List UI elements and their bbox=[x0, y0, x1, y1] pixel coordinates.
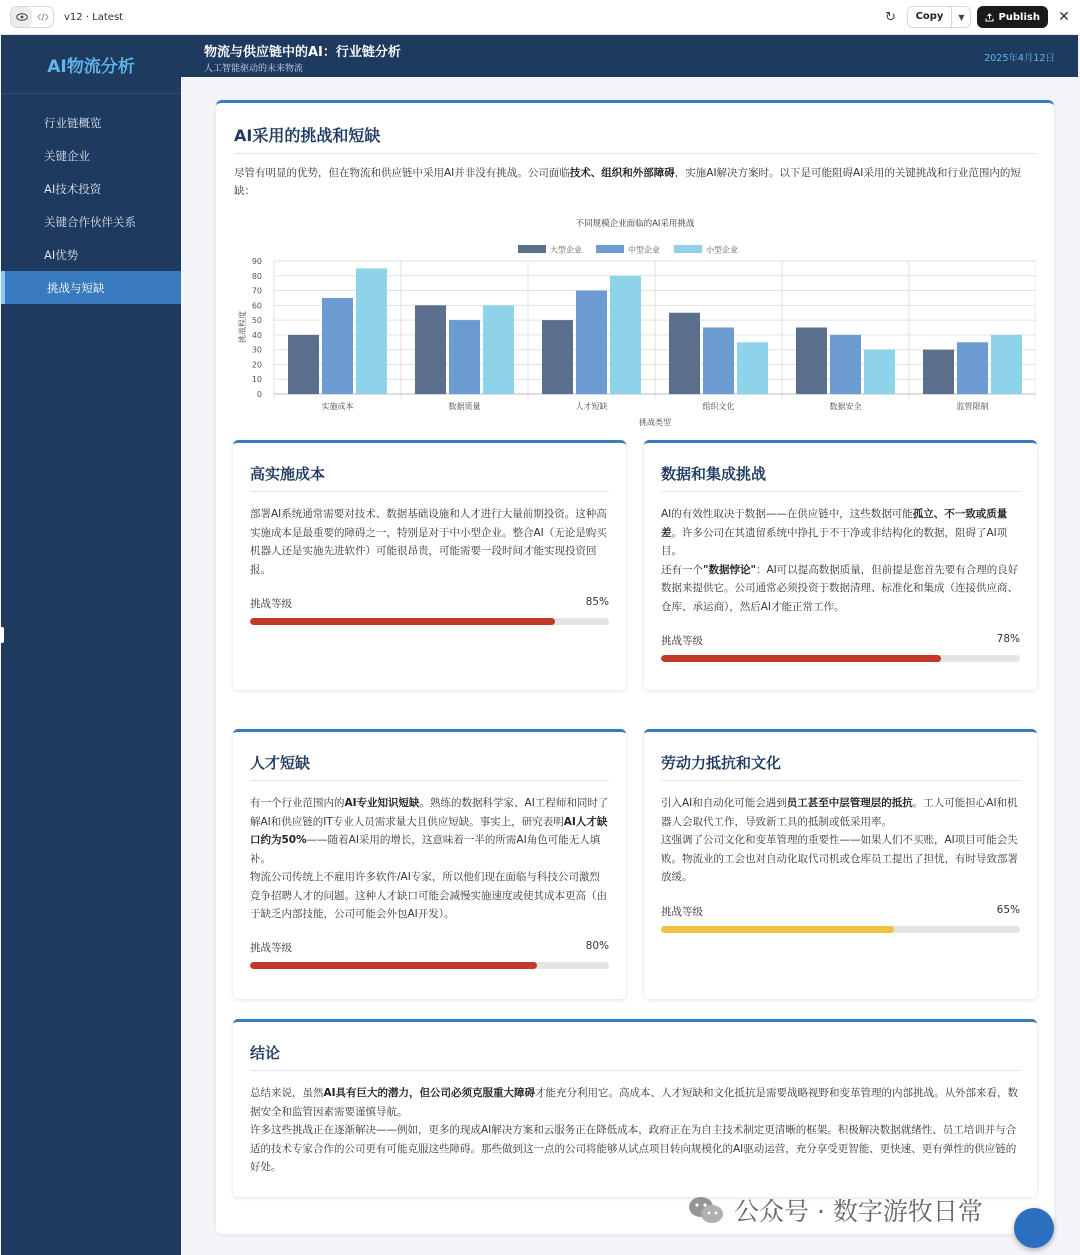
legend-swatch bbox=[518, 245, 546, 253]
challenge-level-bar bbox=[250, 962, 609, 969]
card-text: 有一个行业范围内的 bbox=[250, 797, 345, 809]
conclusion-text: 总结来说，虽然 bbox=[250, 1087, 324, 1099]
bar bbox=[610, 276, 641, 394]
sidebar-item-ai-advantages[interactable]: AI优势 bbox=[44, 247, 79, 262]
legend-label: 中型企业 bbox=[628, 245, 660, 255]
card-paragraph bbox=[661, 794, 1020, 831]
y-tick-label: 10 bbox=[251, 375, 262, 385]
card-emphasis: AI人才缺口约为50% bbox=[250, 815, 608, 846]
y-tick-label: 70 bbox=[251, 286, 262, 296]
card-paragraph bbox=[661, 561, 1020, 617]
challenge-level-bar bbox=[250, 618, 609, 625]
version-label[interactable]: v12 · Latest bbox=[64, 11, 124, 23]
legend-label: 大型企业 bbox=[550, 245, 582, 255]
challenge-level-label: 挑战等级 bbox=[250, 942, 292, 954]
bar bbox=[796, 328, 827, 395]
x-axis-label: 挑战类型 bbox=[639, 418, 671, 427]
y-axis-label: 挑战程度 bbox=[238, 311, 247, 343]
sidebar-item-ai-investment[interactable]: AI技术投资 bbox=[44, 181, 102, 196]
challenge-level-bar bbox=[661, 926, 1020, 933]
card-emphasis: AI专业知识短缺 bbox=[344, 797, 420, 809]
challenge-level-label: 挑战等级 bbox=[661, 906, 703, 918]
y-tick-label: 30 bbox=[251, 345, 262, 355]
card-emphasis: 员工甚至中层管理层的抵抗 bbox=[786, 797, 913, 809]
card-workforce-resistance bbox=[644, 729, 1037, 999]
divider bbox=[661, 491, 1020, 492]
card-text: ：AI可以提高数据质量，但前提是您首先要有合理的良好数据来提供它。公司通常必须投资于数据清理、标准化和集成（连接供应商、仓库、承运商），然后AI才能正常工作。 bbox=[661, 563, 1019, 613]
bar bbox=[991, 335, 1022, 394]
conclusion-body bbox=[250, 1084, 1020, 1177]
card-title: 劳动力抵抗和文化 bbox=[661, 754, 782, 772]
conclusion-emphasis: AI具有巨大的潜力，但公司必须克服重大障碍 bbox=[323, 1087, 536, 1099]
intro-emphasis: 技术、组织和外部障碍 bbox=[569, 167, 675, 179]
copy-label[interactable]: Copy bbox=[908, 7, 953, 27]
x-tick-label: 数据质量 bbox=[448, 402, 481, 411]
card-paragraph: 这强调了公司文化和变革管理的重要性——如果人们不买账，AI项目可能会失败。物流业的工会也对自动化取代司机或仓库员工提出了担忧，有时导致部署放缓。 bbox=[661, 834, 1018, 883]
bar bbox=[322, 298, 353, 394]
challenge-level-label: 挑战等级 bbox=[250, 598, 292, 610]
card-conclusion bbox=[233, 1019, 1037, 1197]
sidebar-item-overview[interactable]: 行业链概览 bbox=[44, 115, 102, 130]
close-icon[interactable]: ✕ bbox=[1058, 9, 1070, 25]
bar bbox=[415, 305, 446, 394]
card-text: ——随着AI采用的增长，这意味着一半的所需AI角色可能无人填补。 bbox=[250, 834, 601, 865]
card-body bbox=[661, 794, 1020, 887]
conclusion-paragraph bbox=[250, 1084, 1020, 1121]
code-icon[interactable] bbox=[32, 7, 53, 27]
refresh-icon[interactable]: ↻ bbox=[885, 9, 897, 25]
sidebar bbox=[1, 35, 181, 1255]
card-text: 。熟练的数据科学家、AI工程师和同时了解AI和供应链的IT专业人员需求量大且供应短缺。事实上，研究表明 bbox=[250, 797, 609, 828]
brand-title: AI物流分析 bbox=[1, 35, 181, 94]
challenge-level-label: 挑战等级 bbox=[661, 635, 703, 647]
challenge-level-row bbox=[250, 940, 609, 955]
bar bbox=[703, 328, 734, 395]
intro-text: 尽管有明显的优势，但在物流和供应链中采用AI并非没有挑战。公司面临 bbox=[234, 167, 570, 179]
x-tick-label: 实施成本 bbox=[321, 402, 354, 411]
section-intro bbox=[234, 164, 1036, 200]
card-title: 人才短缺 bbox=[250, 754, 311, 772]
publish-label: Publish bbox=[998, 11, 1040, 23]
intro-text-end: ，实施AI解决方案时。以下是可能阻碍AI采用的关键挑战和行业范围内的短缺： bbox=[234, 167, 1021, 197]
bar bbox=[356, 268, 387, 394]
y-tick-label: 0 bbox=[256, 390, 262, 399]
challenge-level-value: 85% bbox=[585, 596, 609, 608]
eye-icon[interactable] bbox=[11, 7, 32, 27]
challenge-level-fill bbox=[661, 655, 941, 662]
divider bbox=[250, 780, 609, 781]
x-tick-label: 监管限制 bbox=[956, 402, 989, 411]
bar bbox=[864, 350, 895, 394]
legend-swatch bbox=[596, 245, 624, 253]
card-emphasis: "数据悖论" bbox=[703, 563, 756, 576]
y-tick-label: 50 bbox=[251, 316, 262, 326]
divider bbox=[250, 1070, 1020, 1071]
card-title: 数据和集成挑战 bbox=[661, 465, 767, 483]
conclusion-title: 结论 bbox=[250, 1044, 281, 1062]
card-text: 引入AI和自动化可能会遇到 bbox=[661, 797, 787, 809]
bar bbox=[669, 313, 700, 394]
floating-action-button[interactable] bbox=[1014, 1208, 1054, 1248]
sidebar-item-key-companies[interactable]: 关键企业 bbox=[44, 148, 90, 163]
bar bbox=[449, 320, 480, 394]
divider bbox=[234, 153, 1036, 154]
bar bbox=[576, 291, 607, 394]
chevron-down-icon[interactable]: ▼ bbox=[958, 12, 965, 22]
bar bbox=[483, 305, 514, 394]
page-title: 物流与供应链中的AI：行业链分析 bbox=[204, 45, 401, 60]
divider bbox=[661, 780, 1020, 781]
challenges-section bbox=[216, 100, 1054, 1234]
x-tick-label: 组织文化 bbox=[702, 402, 735, 411]
challenge-level-bar bbox=[661, 655, 1020, 662]
bar bbox=[737, 342, 768, 394]
x-tick-label: 人才短缺 bbox=[575, 402, 608, 411]
top-toolbar bbox=[0, 0, 1080, 35]
legend-swatch bbox=[674, 245, 702, 253]
y-tick-label: 80 bbox=[251, 271, 262, 281]
card-paragraph bbox=[250, 794, 609, 868]
sidebar-item-partnerships[interactable]: 关键合作伙伴关系 bbox=[44, 214, 136, 229]
page-subtitle: 人工智能驱动的未来物流 bbox=[204, 64, 304, 74]
wechat-icon bbox=[686, 1195, 726, 1225]
panel-handle[interactable] bbox=[0, 627, 4, 643]
card-title: 高实施成本 bbox=[250, 465, 326, 483]
bar bbox=[542, 320, 573, 394]
bar bbox=[288, 335, 319, 394]
conclusion-text: 才能充分利用它。高成本、人才短缺和文化抵抗是需要战略视野和变革管理的内部挑战。从外部来看，数据安全和监管因素需要谨慎导航。 bbox=[250, 1087, 1019, 1118]
page-header bbox=[181, 35, 1078, 77]
upload-icon bbox=[985, 13, 994, 22]
challenge-level-value: 65% bbox=[996, 904, 1020, 916]
page-date: 2025年4月12日 bbox=[984, 53, 1055, 64]
chart-title: 不同规模企业面临的AI采用挑战 bbox=[575, 219, 695, 229]
card-text: 。工人可能担心AI和机器人会取代工作，导致新工具的抵制或低采用率。 bbox=[661, 797, 1018, 828]
y-tick-label: 60 bbox=[251, 301, 262, 311]
card-text: AI的有效性取决于数据——在供应链中，这些数据可能 bbox=[661, 508, 913, 520]
challenge-level-fill bbox=[250, 962, 537, 969]
card-paragraph bbox=[661, 505, 1020, 561]
y-tick-label: 20 bbox=[251, 360, 262, 370]
sidebar-item-challenges[interactable]: 挑战与短缺 bbox=[1, 271, 181, 304]
card-text: 。许多公司在其遗留系统中挣扎于不干净或非结构化的数据，阻碍了AI项目。 bbox=[661, 526, 1008, 557]
challenge-level-value: 80% bbox=[585, 940, 609, 952]
card-talent-shortage bbox=[233, 729, 626, 999]
card-implementation-cost bbox=[233, 440, 626, 690]
card-body bbox=[250, 505, 609, 579]
y-tick-label: 40 bbox=[251, 330, 262, 340]
challenge-level-value: 78% bbox=[996, 633, 1020, 645]
card-emphasis: 孤立、不一致或质量差 bbox=[661, 508, 1008, 539]
watermark bbox=[686, 1192, 983, 1228]
card-body bbox=[250, 794, 609, 924]
card-paragraph: 部署AI系统通常需要对技术、数据基础设施和人才进行大量前期投资。这种高实施成本是最重要的障碍之一，特别是对于中小型企业。整合AI（无论是购买机器人还是实施先进软件）可能很昂贵，可能需要一段时间才能实现投资回报。 bbox=[250, 508, 607, 576]
view-toggle bbox=[10, 6, 54, 28]
legend-label: 小型企业 bbox=[706, 245, 738, 255]
watermark-text: 公众号 · 数字游牧日常 bbox=[734, 1197, 983, 1226]
divider bbox=[250, 491, 609, 492]
challenge-level-fill bbox=[250, 618, 555, 625]
sidebar-nav bbox=[1, 106, 181, 304]
bar bbox=[923, 350, 954, 394]
card-text: 还有一个 bbox=[661, 563, 703, 576]
bar bbox=[957, 342, 988, 394]
challenge-level-row bbox=[250, 596, 609, 611]
x-tick-label: 数据安全 bbox=[829, 402, 862, 411]
publish-button[interactable] bbox=[977, 6, 1048, 28]
card-paragraph: 物流公司传统上不雇用许多软件/AI专家，所以他们现在面临与科技公司激烈竞争招聘人才的问题。这种人才缺口可能会减慢实施速度或使其成本更高（由于缺乏内部技能，公司可能会外包AI开发）。 bbox=[250, 871, 607, 920]
copy-button[interactable] bbox=[907, 6, 972, 28]
challenge-level-row bbox=[661, 904, 1020, 919]
section-title: AI采用的挑战和短缺 bbox=[234, 126, 381, 145]
challenges-bar-chart bbox=[234, 215, 1036, 430]
card-body bbox=[661, 505, 1020, 616]
conclusion-paragraph: 许多这些挑战正在逐渐解决——例如，更多的现成AI解决方案和云服务正在降低成本，政府正在为自主技术制定更清晰的框架。积极解决数据就绪性、员工培训并与合适的技术专家合作的公司更有可能克服这些障碍。那些做到这一点的公司将能够从试点项目转向规模化的AI驱动运营，充分享受更智能、更快速、更有弹性的供应链的好处。 bbox=[250, 1124, 1017, 1173]
challenge-level-fill bbox=[661, 926, 894, 933]
y-tick-label: 90 bbox=[251, 257, 262, 266]
challenge-level-row bbox=[661, 633, 1020, 648]
bar bbox=[830, 335, 861, 394]
card-data-integration bbox=[644, 440, 1037, 690]
